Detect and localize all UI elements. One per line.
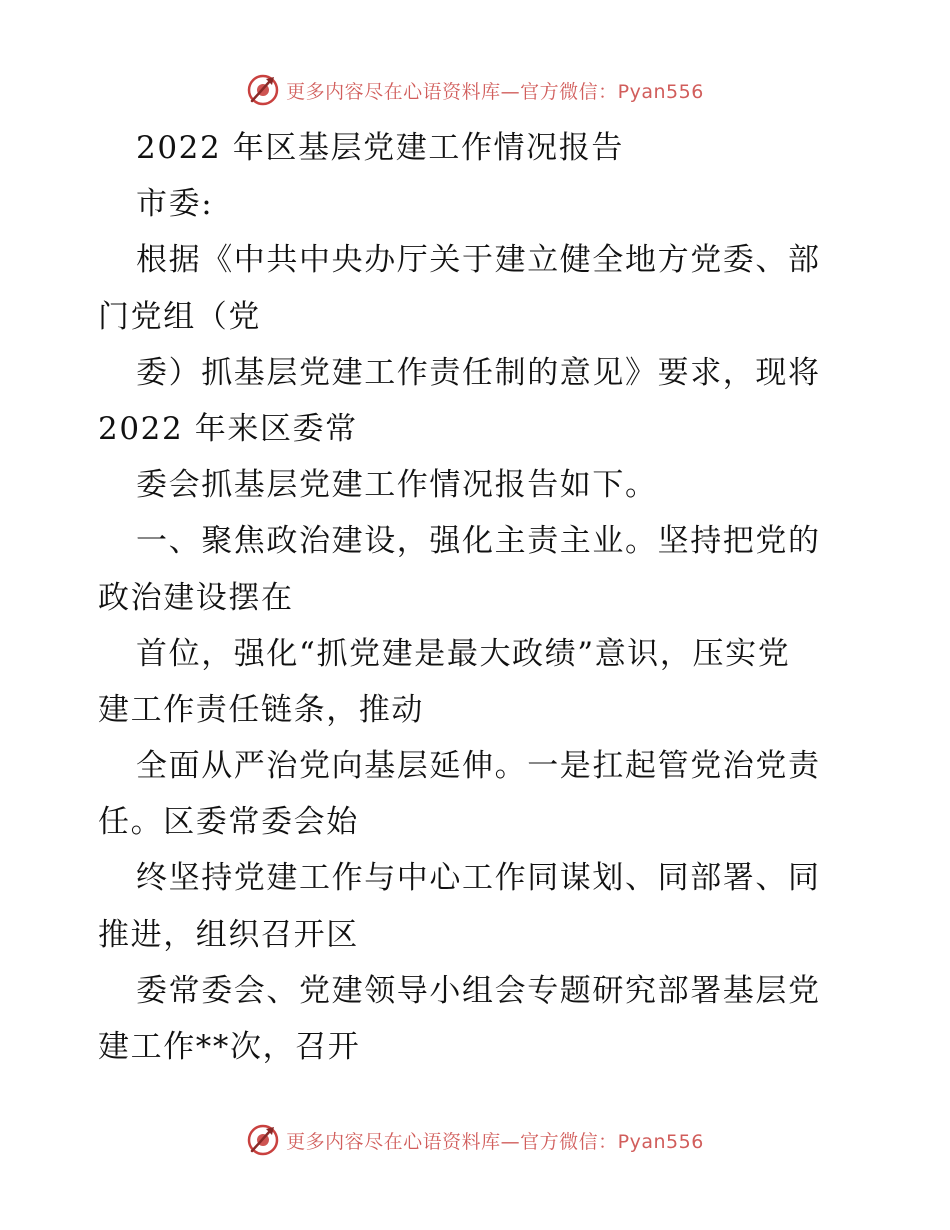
document-line: 一、聚焦政治建设，强化主责主业。坚持把党的 [136,523,821,560]
document-line: 任。区委常委会始 [98,804,359,841]
watermark-text: 更多内容尽在心语资料库—官方微信：Pyan556 [286,80,704,103]
quill-seal-icon [246,73,280,107]
watermark-footer [0,1120,950,1160]
document-line: 2022 年来区委常 [98,410,358,447]
watermark-header [0,70,950,110]
document-line: 首位，强化“抓党建是最大政绩”意识，压实党 [136,635,791,672]
document-line: 政治建设摆在 [98,579,294,616]
document-line: 市委: [136,186,214,223]
document-line: 推进，组织召开区 [98,916,359,953]
document-line: 委常委会、党建领导小组会专题研究部署基层党 [136,972,821,1009]
document-line: 终坚持党建工作与中心工作同谋划、同部署、同 [136,860,821,897]
document-line: 建工作责任链条，推动 [98,691,424,728]
document-line: 门党组（党 [98,298,261,335]
document-line: 委）抓基层党建工作责任制的意见》要求，现将 [136,354,821,391]
document-line: 2022 年区基层党建工作情况报告 [136,130,624,166]
document-line: 根据《中共中央办厅关于建立健全地方党委、部 [136,242,821,279]
watermark-text: 更多内容尽在心语资料库—官方微信：Pyan556 [286,1130,704,1153]
document-line: 建工作**次，召开 [98,1029,361,1065]
document-line: 委会抓基层党建工作情况报告如下。 [136,467,658,504]
quill-seal-icon [246,1123,280,1157]
document-body [98,120,858,1075]
document-line: 全面从严治党向基层延伸。一是扛起管党治党责 [136,748,821,785]
